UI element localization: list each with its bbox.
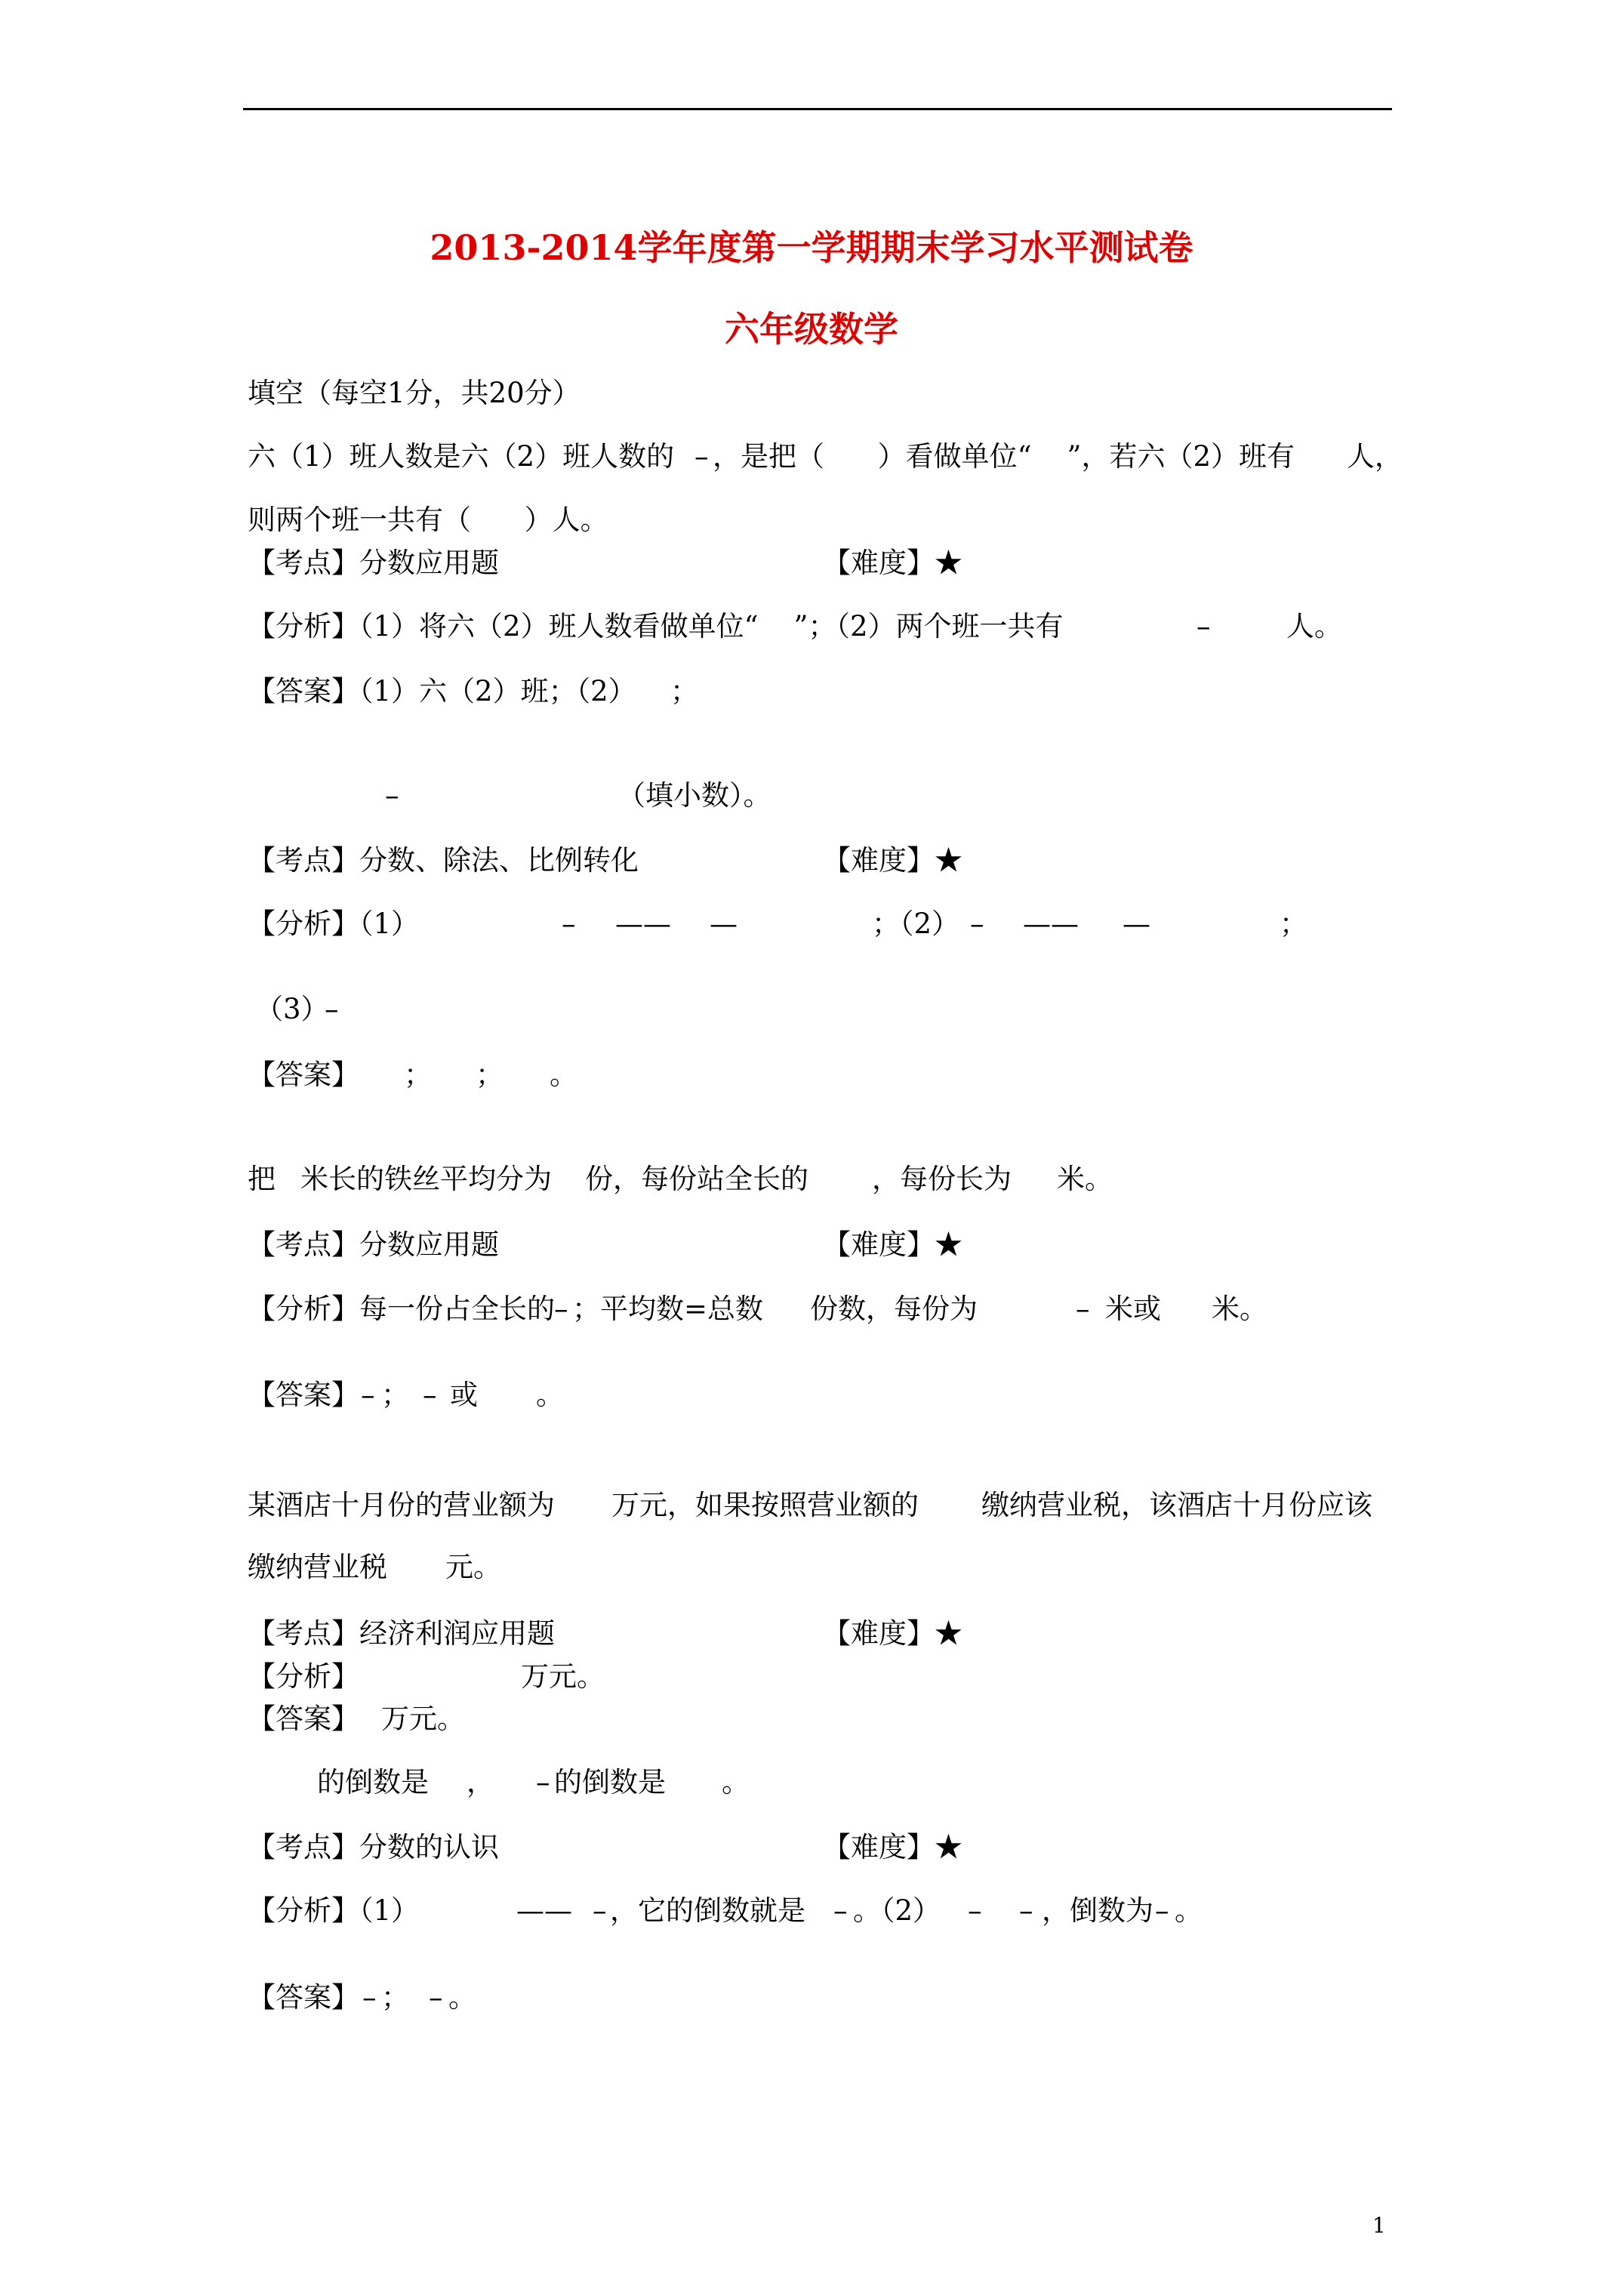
q2-fenxi-end: ； bbox=[1280, 908, 1307, 940]
q3-text-1: 把 bbox=[248, 1163, 276, 1195]
q3-daan-bar-1: – bbox=[361, 1379, 375, 1411]
q1-fraction-bar: – bbox=[694, 440, 709, 473]
q2-fenxi-3: （3） bbox=[255, 993, 329, 1025]
q2-fenxi-3-bar: – bbox=[325, 993, 339, 1025]
q2-fenxi-bar-5: —— bbox=[1023, 908, 1079, 940]
q5-daan-end: 。 bbox=[448, 1981, 476, 2014]
q5-fenxi-bar-1: —— bbox=[516, 1894, 572, 1927]
q2-text: （填小数）。 bbox=[617, 779, 771, 812]
q2-daan: 【答案】 bbox=[248, 1059, 359, 1091]
q3-text-4: ，每份长为 bbox=[872, 1163, 1012, 1195]
q1-nandu: 【难度】★ bbox=[823, 547, 962, 579]
q5-text-1: 的倒数是 bbox=[317, 1766, 429, 1798]
header-rule bbox=[243, 108, 1392, 110]
exam-title: 2013-2014学年度第一学期期末学习水平测试卷 bbox=[430, 227, 1193, 268]
q3-fenxi-3: 份数，每份为 bbox=[810, 1293, 978, 1325]
q3-fenxi-5: 米。 bbox=[1212, 1293, 1267, 1325]
q2-daan-sep1: ； bbox=[404, 1059, 432, 1091]
q3-text-2: 米长的铁丝平均分为 bbox=[300, 1163, 552, 1195]
q4-kaodian: 【考点】经济利润应用题 bbox=[248, 1617, 555, 1650]
q3-kaodian: 【考点】分数应用题 bbox=[248, 1228, 499, 1261]
q2-fenxi-bar-2: —— bbox=[615, 908, 671, 940]
q3-daan-or: 或 bbox=[450, 1379, 478, 1411]
q5-fenxi-bar-5: – bbox=[1019, 1894, 1033, 1927]
q2-fenxi-bar-4: – bbox=[970, 908, 984, 940]
q5-daan-bar-2: – bbox=[429, 1981, 443, 2014]
q5-fenxi-5: 。 bbox=[1175, 1894, 1203, 1927]
page-number: 1 bbox=[1372, 2213, 1386, 2238]
q3-text-3: 份，每份站全长的 bbox=[585, 1163, 808, 1195]
q5-daan: 【答案】 bbox=[248, 1981, 359, 2014]
q3-fenxi-4: 米或 bbox=[1105, 1293, 1161, 1325]
q5-fenxi-4: ，倒数为 bbox=[1042, 1894, 1153, 1927]
exam-subtitle: 六年级数学 bbox=[725, 309, 898, 350]
q5-daan-sep: ； bbox=[381, 1981, 409, 2014]
q5-fenxi: 【分析】（1） bbox=[248, 1894, 420, 1927]
q5-text-2: ， bbox=[467, 1766, 494, 1798]
q4-nandu: 【难度】★ bbox=[823, 1617, 962, 1650]
q3-fenxi-bar-2: – bbox=[1076, 1293, 1090, 1325]
q1-kaodian: 【考点】分数应用题 bbox=[248, 547, 499, 579]
q4-text-3: 缴纳营业税，该酒店十月份应该 bbox=[981, 1489, 1372, 1521]
q5-fraction-bar: – bbox=[536, 1766, 550, 1798]
q1-fenxi-fraction-bar: – bbox=[1196, 610, 1211, 643]
q3-daan-bar-2: – bbox=[423, 1379, 437, 1411]
q1-text-line2: 则两个班一共有（ ）人。 bbox=[248, 504, 608, 536]
q2-daan-sep2: ； bbox=[476, 1059, 504, 1091]
q1-fenxi: 【分析】（1）将六（2）班人数看做单位“ ”；（2）两个班一共有 bbox=[248, 610, 1064, 643]
q5-text-3: 的倒数是 bbox=[554, 1766, 666, 1798]
q4-text-1: 某酒店十月份的营业额为 bbox=[248, 1489, 555, 1521]
q4-text-5: 元。 bbox=[445, 1551, 501, 1583]
q4-daan: 【答案】 bbox=[248, 1703, 359, 1735]
q2-fenxi-part2: ；（2） bbox=[872, 908, 960, 940]
q2-fraction-bar: – bbox=[385, 779, 399, 812]
q5-fenxi-bar-4: – bbox=[968, 1894, 982, 1927]
q3-fenxi: 【分析】每一份占全长的 bbox=[248, 1293, 555, 1325]
q5-daan-bar-1: – bbox=[362, 1981, 377, 2014]
section-heading: 填空（每空1分，共20分） bbox=[248, 377, 581, 409]
q3-fenxi-2: ；平均数=总数 bbox=[572, 1293, 764, 1325]
q2-fenxi-bar-6: — bbox=[1123, 908, 1150, 940]
q3-text-5: 米。 bbox=[1057, 1163, 1113, 1195]
q1-fenxi-end: 人。 bbox=[1286, 610, 1342, 643]
q3-daan-end: 。 bbox=[536, 1379, 564, 1411]
q4-daan-end: 万元。 bbox=[381, 1703, 465, 1735]
q1-daan-separator: ； bbox=[670, 675, 698, 707]
q5-kaodian: 【考点】分数的认识 bbox=[248, 1831, 499, 1863]
q2-daan-end: 。 bbox=[550, 1059, 577, 1091]
q5-fenxi-bar-6: – bbox=[1155, 1894, 1169, 1927]
q1-text-part3: 人， bbox=[1347, 440, 1403, 473]
q5-fenxi-2: ，它的倒数就是 bbox=[610, 1894, 805, 1927]
q5-text-4: 。 bbox=[722, 1766, 750, 1798]
q2-fenxi-bar-1: – bbox=[562, 908, 576, 940]
q3-daan-sep: ； bbox=[381, 1379, 409, 1411]
q4-text-4: 缴纳营业税 bbox=[248, 1551, 387, 1583]
q2-fenxi: 【分析】（1） bbox=[248, 908, 420, 940]
q2-fenxi-bar-3: — bbox=[710, 908, 738, 940]
q3-daan: 【答案】 bbox=[248, 1379, 359, 1411]
q3-fenxi-bar-1: – bbox=[554, 1293, 568, 1325]
q3-nandu: 【难度】★ bbox=[823, 1228, 962, 1261]
q2-nandu: 【难度】★ bbox=[823, 844, 962, 877]
q4-fenxi-end: 万元。 bbox=[521, 1660, 605, 1693]
q5-fenxi-bar-3: – bbox=[833, 1894, 848, 1927]
q1-text-part1: 六（1）班人数是六（2）班人数的 bbox=[248, 440, 675, 473]
q1-daan: 【答案】（1）六（2）班；（2） bbox=[248, 675, 636, 707]
q4-fenxi: 【分析】 bbox=[248, 1660, 359, 1693]
q5-fenxi-3: 。（2） bbox=[853, 1894, 941, 1927]
q4-text-2: 万元，如果按照营业额的 bbox=[611, 1489, 919, 1521]
q5-nandu: 【难度】★ bbox=[823, 1831, 962, 1863]
q5-fenxi-bar-2: – bbox=[593, 1894, 607, 1927]
q1-text-part2: ，是把（ ）看做单位“ ”，若六（2）班有 bbox=[713, 440, 1295, 473]
q2-kaodian: 【考点】分数、除法、比例转化 bbox=[248, 844, 639, 877]
